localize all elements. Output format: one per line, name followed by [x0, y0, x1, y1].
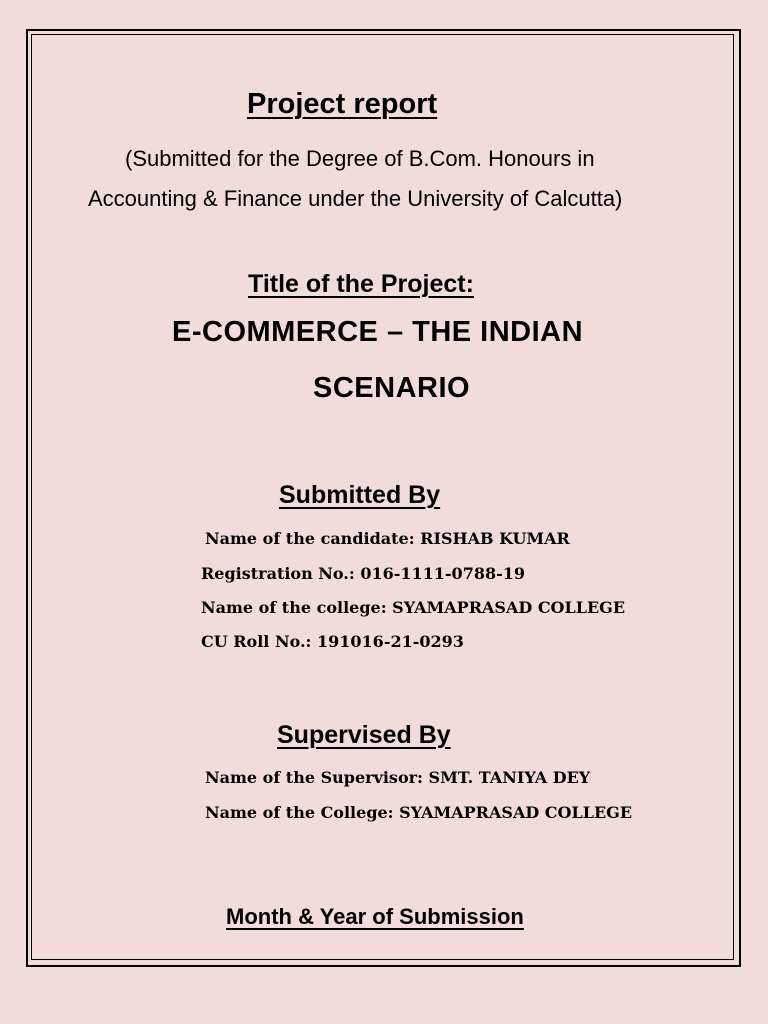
registration-number: Registration No.: 016-1111-0788-19: [201, 564, 525, 583]
candidate-name: Name of the candidate: RISHAB KUMAR: [205, 529, 570, 548]
supervisor-name: Name of the Supervisor: SMT. TANIYA DEY: [205, 768, 591, 787]
project-title-label: Title of the Project:: [248, 270, 474, 298]
supervised-by-heading: Supervised By: [277, 721, 451, 749]
project-title-line-2: SCENARIO: [313, 372, 471, 404]
degree-subtitle-line-1: (Submitted for the Degree of B.Com. Honours in: [125, 146, 595, 171]
cu-roll-number: CU Roll No.: 191016-21-0293: [201, 632, 464, 651]
candidate-college: Name of the college: SYAMAPRASAD COLLEGE: [201, 598, 626, 617]
degree-subtitle-line-2: Accounting & Finance under the University of Calcutta): [88, 186, 623, 211]
submitted-by-heading: Submitted By: [279, 481, 441, 509]
report-heading: Project report: [247, 88, 438, 120]
project-title-line-1: E-COMMERCE – THE INDIAN: [172, 316, 584, 348]
supervisor-college: Name of the College: SYAMAPRASAD COLLEGE: [205, 803, 633, 822]
submission-date-heading: Month & Year of Submission: [226, 904, 524, 929]
